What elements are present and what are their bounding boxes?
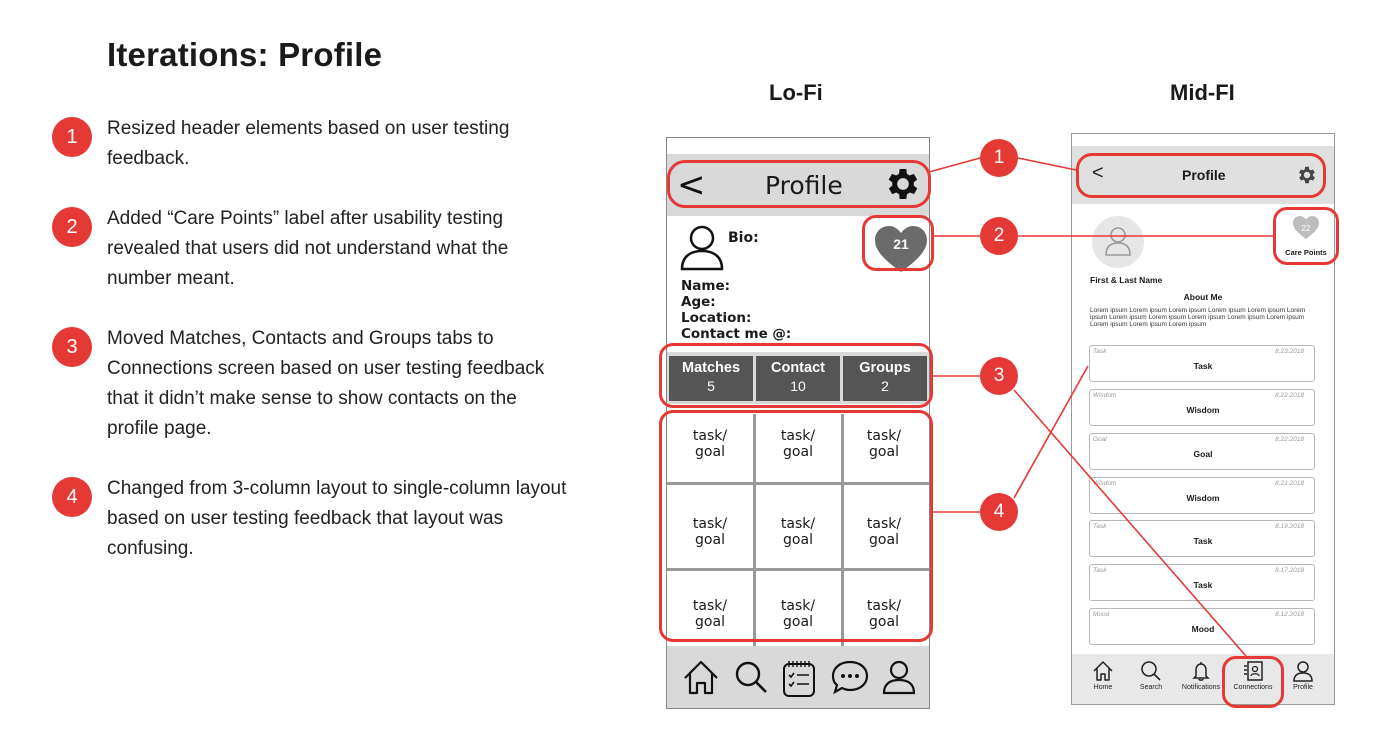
card-type: Task — [1093, 567, 1107, 574]
midfi-label: Mid-FI — [1170, 80, 1235, 105]
note-text: Moved Matches, Contacts and Groups tabs to Connections screen based on user testing feedback that it didn’t make sense to show contacts on the profile page. — [107, 328, 545, 439]
card-type: Goal — [1093, 436, 1107, 443]
tile-line: goal — [783, 614, 813, 630]
tile-line: task/ — [692, 428, 728, 444]
highlight-ring-heart-lofi — [862, 215, 934, 271]
tile-line: task/ — [780, 598, 816, 614]
back-icon[interactable]: < — [677, 165, 706, 205]
feed-card[interactable] — [1089, 564, 1315, 601]
name-field: Name: — [681, 278, 731, 294]
card-type: Wisdom — [1093, 392, 1117, 399]
note-badge: 2 — [52, 207, 92, 247]
nav-label: Connections — [1233, 684, 1273, 691]
card-type: Task — [1093, 348, 1107, 355]
back-icon[interactable]: < — [1092, 162, 1104, 184]
nav-home[interactable] — [1077, 660, 1129, 691]
tab-count: 2 — [881, 378, 889, 394]
card-date: 8.17.2018 — [1275, 567, 1304, 574]
checklist-icon[interactable] — [779, 658, 819, 700]
care-points-value: 21 — [893, 236, 909, 252]
card-type: Task — [1093, 523, 1107, 530]
highlight-ring-grid-lofi — [659, 410, 933, 642]
tile-line: task/ — [866, 516, 902, 532]
nav-label: Home — [1093, 684, 1113, 691]
tile-line: task/ — [780, 428, 816, 444]
midfi-bottom-nav — [1072, 654, 1334, 704]
tile-line: task/ — [692, 598, 728, 614]
home-icon — [1092, 660, 1114, 682]
care-points-label: Care Points — [1285, 248, 1327, 257]
feed-card[interactable] — [1089, 433, 1315, 470]
highlight-ring-header-midfi — [1076, 153, 1326, 198]
avatar-icon — [679, 222, 725, 272]
card-label: Mood — [1191, 624, 1215, 634]
search-icon[interactable] — [731, 658, 771, 696]
note-text: Changed from 3-column layout to single-column layout based on user testing feedback that layout was confusing. — [107, 478, 567, 559]
card-date: 8.19.2018 — [1275, 523, 1304, 530]
note-text: Added “Care Points” label after usability testing revealed that users did not understand what the number meant. — [107, 208, 509, 289]
card-label: Task — [1193, 536, 1213, 546]
location-field: Location: — [681, 310, 752, 326]
nav-label: Search — [1139, 684, 1163, 691]
tab-count: 5 — [707, 378, 715, 394]
card-date: 8.12.2018 — [1275, 611, 1304, 618]
profile-icon[interactable] — [879, 658, 919, 696]
nav-label: Notifications — [1181, 684, 1221, 691]
about-text: Lorem ipsum Lorem ipsum Lorem ipsum Lorem ipsum Lorem ipsum Lorem ipsum Lorem ipsum Lorem ipsum Lorem ipsum Lorem ipsum Lorem ipsum Lorem ipsum Lorem ipsum Lorem ipsum — [1090, 307, 1306, 328]
profile-fields — [681, 278, 791, 342]
avatar — [1092, 216, 1144, 268]
slide-title: Iterations: Profile — [107, 36, 383, 73]
tile-line: task/ — [692, 516, 728, 532]
tile-line: task/ — [866, 428, 902, 444]
tile-line: goal — [783, 532, 813, 548]
tab-label: Contact — [771, 360, 825, 376]
tile-line: goal — [869, 444, 899, 460]
page-title: Profile — [765, 171, 843, 200]
highlight-ring-tabs-lofi — [659, 343, 933, 408]
card-label: Task — [1193, 361, 1213, 371]
home-icon[interactable] — [681, 658, 721, 696]
lofi-label: Lo-Fi — [769, 80, 823, 105]
feed-card[interactable] — [1089, 477, 1315, 514]
nav-label: Profile — [1293, 684, 1313, 691]
highlight-ring-carepoints-midfi — [1273, 207, 1339, 265]
tab-count: 10 — [790, 378, 806, 394]
bell-icon — [1190, 660, 1212, 682]
search-icon — [1140, 660, 1162, 682]
tile-line: goal — [695, 444, 725, 460]
card-type: Wisdom — [1093, 480, 1117, 487]
tab-label: Matches — [681, 360, 741, 376]
care-points-value: 22 — [1301, 224, 1311, 233]
bio-label: Bio: — [728, 230, 759, 246]
tile-line: goal — [869, 532, 899, 548]
card-label: Goal — [1193, 449, 1213, 459]
tile-line: goal — [695, 614, 725, 630]
profile-icon — [1292, 660, 1314, 682]
card-date: 8.21.2018 — [1275, 480, 1304, 487]
card-type: Mood — [1093, 611, 1110, 618]
highlight-ring-connections-midfi — [1222, 656, 1284, 708]
callout-badge: 3 — [980, 357, 1018, 395]
tab-label: Groups — [859, 360, 911, 376]
feed-card[interactable] — [1089, 345, 1315, 382]
page-title: Profile — [1182, 167, 1226, 183]
card-label: Wisdom — [1186, 493, 1220, 503]
card-label: Wisdom — [1186, 405, 1220, 415]
chat-icon[interactable] — [830, 658, 870, 696]
lofi-bottom-nav — [667, 646, 929, 708]
highlight-ring-header-lofi — [667, 160, 931, 208]
tile-line: goal — [783, 444, 813, 460]
callout-badge: 2 — [980, 217, 1018, 255]
callout-badge: 4 — [980, 493, 1018, 531]
contact-field: Contact me @: — [681, 326, 792, 342]
nav-profile[interactable] — [1277, 660, 1329, 691]
note-badge: 3 — [52, 327, 92, 367]
nav-notifications[interactable] — [1175, 660, 1227, 691]
tile-line: goal — [869, 614, 899, 630]
age-field: Age: — [681, 294, 716, 310]
card-date: 8.22.2018 — [1275, 436, 1304, 443]
profile-name: First & Last Name — [1090, 275, 1163, 285]
card-date: 8.23.2018 — [1275, 348, 1304, 355]
about-heading: About Me — [1183, 292, 1223, 302]
card-label: Task — [1193, 580, 1213, 590]
nav-search[interactable] — [1125, 660, 1177, 691]
feed-card[interactable] — [1089, 608, 1315, 645]
feed-card[interactable] — [1089, 520, 1315, 557]
feed-card[interactable] — [1089, 389, 1315, 426]
note-badge: 4 — [52, 477, 92, 517]
tile-line: task/ — [780, 516, 816, 532]
card-date: 8.22.2018 — [1275, 392, 1304, 399]
avatar-icon — [1104, 226, 1132, 256]
callout-badge: 1 — [980, 139, 1018, 177]
note-badge: 1 — [52, 117, 92, 157]
tile-line: task/ — [866, 598, 902, 614]
tile-line: goal — [695, 532, 725, 548]
note-text: Resized header elements based on user testing feedback. — [107, 118, 510, 169]
